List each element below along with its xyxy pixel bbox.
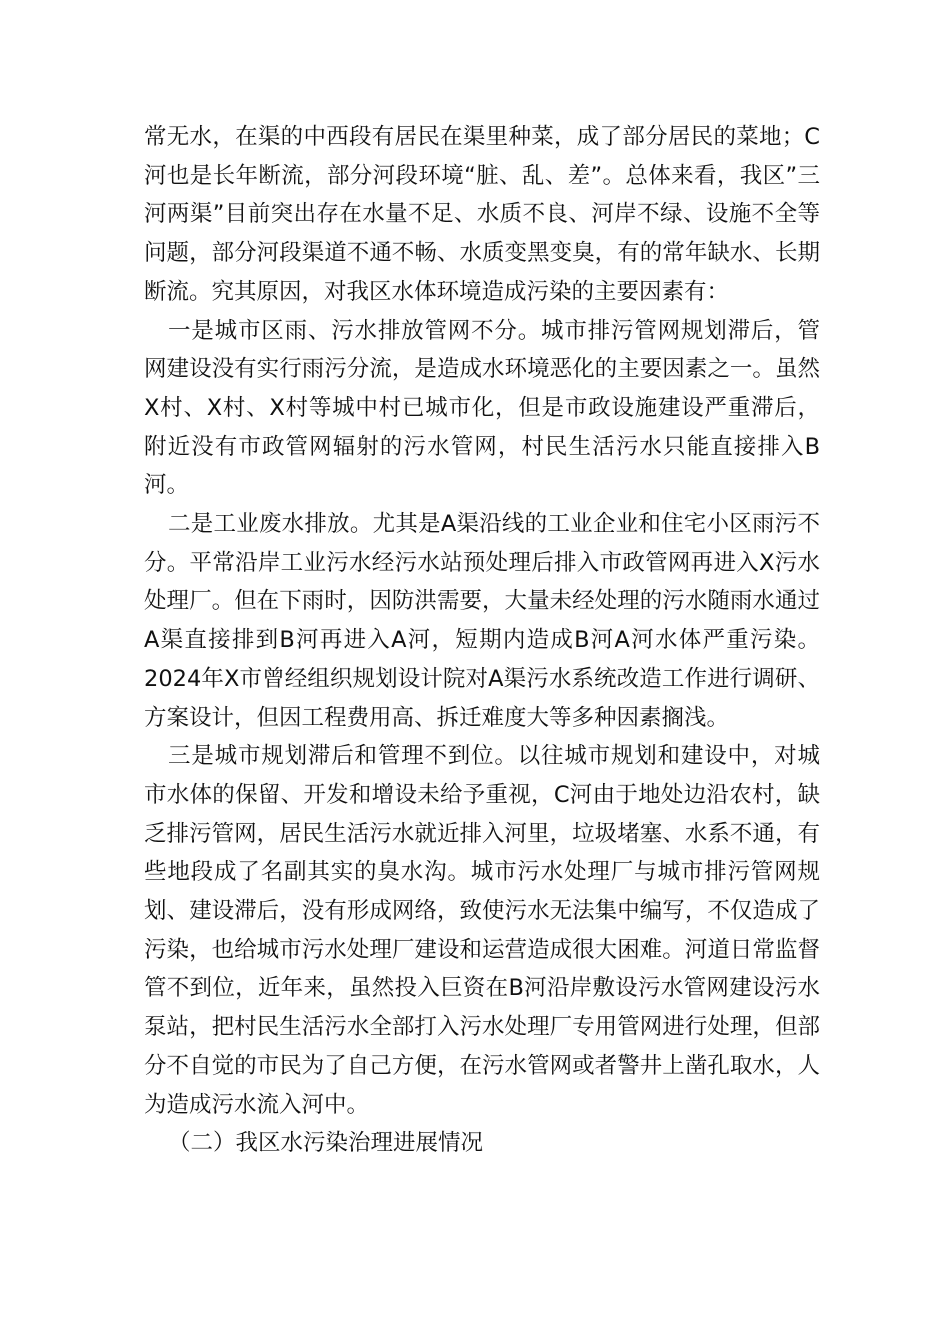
paragraph-point-two: 二是工业废水排放。尤其是A渠沿线的工业企业和住宅小区雨污不分。平常沿岸工业污水经污水站预处理后排入市政管网再进入X污水处理厂。但在下雨时，因防洪需要，大量未经处理的污水随雨水通过A渠直接排到B河再进入A河，短期内造成B河A河水体严重污染。2024年X市曾经组织规划设计院对A渠污水系统改造工作进行调研、方案设计，但因工程费用高、拆迁难度大等多种因素搁浅。 [144,511,820,731]
section-heading: （二）我区水污染治理进展情况 [168,1130,484,1157]
paragraph-point-three: 三是城市规划滞后和管理不到位。以往城市规划和建设中，对城市水体的保留、开发和增设未给予重视，C河由于地处边沿农村，缺乏排污管网，居民生活污水就近排入河里，垃圾堵塞、水系不通，有些地段成了名副其实的臭水沟。城市污水处理厂与城市排污管网规划、建设滞后，没有形成网络，致使污水无法集中编写，不仅造成了污染，也给城市污水处理厂建设和运营造成很大困难。河道日常监督管不到位，近年来，虽然投入巨资在B河沿岸敷设污水管网建设污水泵站，把村民生活污水全部打入污水处理厂专用管网进行处理，但部分不自觉的市民为了自己方便，在污水管网或者警井上凿孔取水，人为造成污水流入河中。 [144,743,820,1118]
paragraph-continuation: 常无水，在渠的中西段有居民在渠里种菜，成了部分居民的菜地；C河也是长年断流，部分河段环境“脏、乱、差”。总体来看，我区”三河两渠”目前突出存在水量不足、水质不良、河岸不绿、设施不全等问题，部分河段渠道不通不畅、水质变黑变臭，有的常年缺水、长期断流。究其原因，对我区水体环境造成污染的主要因素有： [144,124,820,305]
document-body [144,118,820,1163]
paragraph-point-one: 一是城市区雨、污水排放管网不分。城市排污管网规划滞后，管网建设没有实行雨污分流，是造成水环境恶化的主要因素之一。虽然X村、X村、X村等城中村已城市化，但是市政设施建设严重滞后，附近没有市政管网辐射的污水管网，村民生活污水只能直接排入B河。 [144,317,820,499]
